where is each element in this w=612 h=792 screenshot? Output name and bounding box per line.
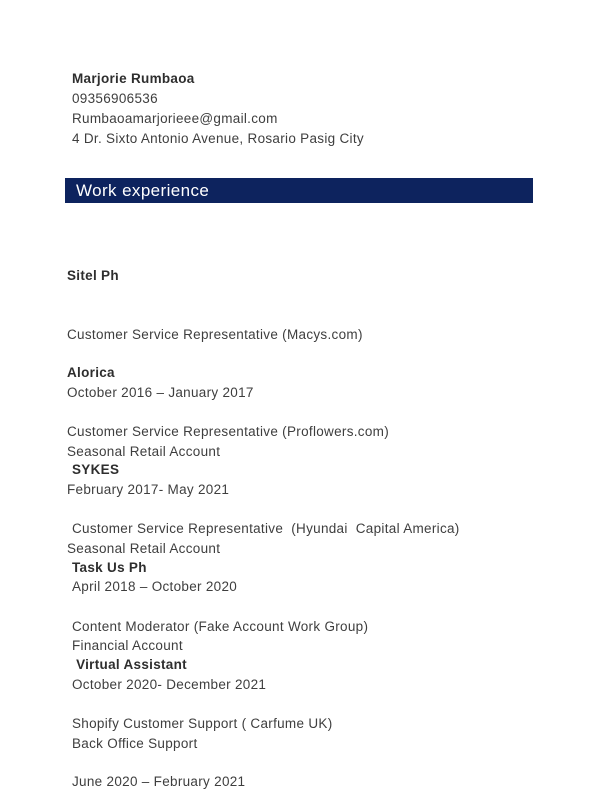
- job-dates: June 2020 – February 2021: [72, 774, 246, 789]
- company-name: SYKES: [72, 462, 120, 477]
- phone-number: 09356906536: [72, 91, 158, 106]
- job-dates: April 2018 – October 2020: [72, 579, 238, 594]
- company-name: Virtual Assistant: [72, 657, 187, 672]
- company-name: Alorica: [67, 365, 115, 380]
- job-title: Customer Service Representative (Hyundai Capital America): [72, 520, 460, 536]
- job-title: Content Moderator (Fake Account Work Group): [72, 618, 369, 634]
- job-title: Shopify Customer Support ( Carfume UK): [72, 715, 333, 731]
- experience-entry: [72, 616, 333, 792]
- email-address: Rumbaoamarjorieee@gmail.com: [72, 111, 278, 126]
- company-name: Task Us Ph: [72, 560, 147, 575]
- section-title: Work experience: [76, 181, 210, 200]
- job-dates: February 2017- May 2021: [67, 482, 230, 497]
- street-address: 4 Dr. Sixto Antonio Avenue, Rosario Pasig City: [72, 131, 364, 146]
- person-name: Marjorie Rumbaoa: [72, 71, 195, 86]
- job-account: Back Office Support: [72, 735, 198, 751]
- job-dates: October 2016 – January 2017: [67, 385, 254, 400]
- company-name: Sitel Ph: [67, 268, 119, 283]
- job-account: Seasonal Retail Account: [67, 443, 221, 459]
- job-title: Customer Service Representative (Proflowers.com): [67, 423, 389, 439]
- section-header-work-experience: [65, 178, 533, 203]
- contact-block: [72, 69, 364, 149]
- job-title: Customer Service Representative (Macys.com): [67, 326, 363, 342]
- job-account: Financial Account: [72, 637, 183, 653]
- job-dates: October 2020- December 2021: [72, 677, 267, 692]
- job-account: Seasonal Retail Account: [67, 540, 221, 556]
